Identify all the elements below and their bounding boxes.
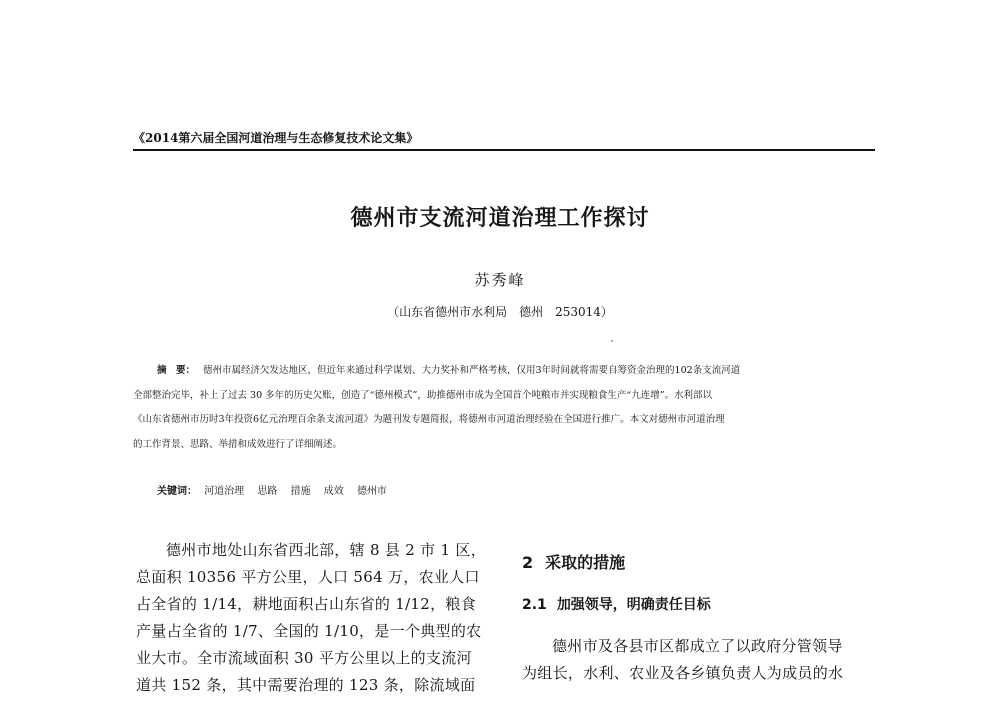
body-line: 道共 152 条，其中需要治理的 123 条，除流域面 (136, 676, 476, 694)
keyword: 措施 (290, 486, 311, 497)
abstract-line (133, 359, 875, 384)
abstract-line: 《山东省德州市历时3年投资6亿元治理百余条支流河道》为题刊发专题简报，将德州市河道治理经验在全国进行推广。本文对德州市河道治理 (133, 414, 725, 425)
body-line: 业大市。全市流域面积 30 平方公里以上的支流河 (136, 649, 472, 667)
body-line: 德州市及各县市区都成立了以政府分管领导 (552, 637, 843, 655)
keywords (157, 484, 857, 500)
section-title: 采取的措施 (545, 553, 626, 572)
keyword: 思路 (257, 486, 278, 497)
body-line: 德州市地处山东省西北部，辖 8 县 2 市 1 区， (166, 541, 487, 559)
section-heading (522, 551, 878, 575)
body-left-column (136, 537, 492, 699)
keyword: 成效 (323, 486, 344, 497)
author-affiliation: （山东省德州市水利局 德州 253014） (387, 305, 613, 319)
keyword: 德州市 (356, 486, 387, 497)
author-name: 苏秀峰 (474, 271, 526, 289)
subsection-heading (522, 595, 878, 615)
body-line: 总面积 10356 平方公里，人口 564 万，农业人口 (136, 568, 480, 586)
body-right-column (522, 551, 878, 687)
body-line: 产量占全省的 1/7、全国的 1/10，是一个典型的农 (136, 622, 482, 640)
paper-title: 德州市支流河道治理工作探讨 (350, 206, 650, 231)
subsection-title: 加强领导，明确责任目标 (556, 597, 711, 613)
abstract-line: 全部整治完毕，补上了过去 30 多年的历史欠账，创造了“德州模式”，助推德州市成为全国首个吨粮市并实现粮食生产“九连增”。水利部以 (133, 389, 713, 401)
body-line: 占全省的 1/14，耕地面积占山东省的 1/12，粮食 (136, 595, 477, 613)
abstract-label: 摘 要： (157, 365, 196, 376)
abstract-line: 的工作背景、思路、举措和成效进行了详细阐述。 (133, 438, 343, 450)
keyword: 河道治理 (204, 486, 245, 497)
body-line: 为组长，水利、农业及各乡镇负责人为成员的水 (522, 664, 844, 682)
header-rule (133, 149, 875, 151)
speck-mark (611, 340, 613, 342)
abstract (133, 359, 875, 457)
running-header: 《2014第六届全国河道治理与生态修复技术论文集》 (133, 131, 419, 145)
section-number: 2 (522, 553, 534, 572)
right-body-text (522, 633, 878, 687)
subsection-number: 2.1 (522, 597, 547, 613)
abstract-text: 德州市属经济欠发达地区，但近年来通过科学谋划、大力奖补和严格考核，仅用3年时间就将需要自筹资金治理的102条支流河道 (203, 365, 741, 376)
keywords-label: 关键词： (157, 486, 197, 497)
